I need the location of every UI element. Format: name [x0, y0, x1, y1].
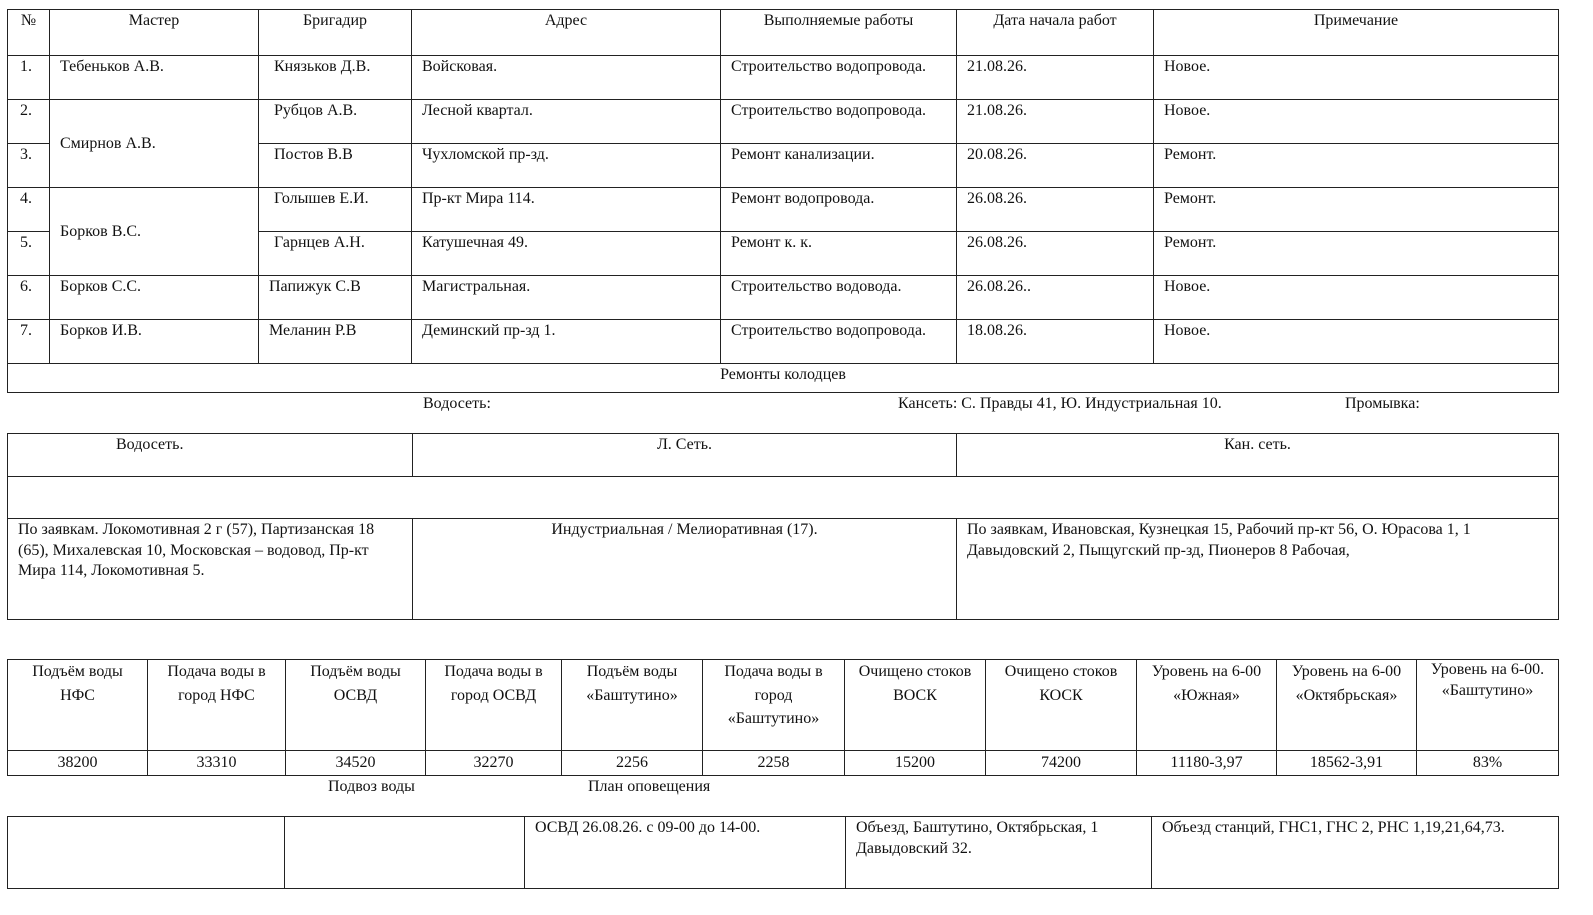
stat-value: 34520	[286, 751, 426, 776]
header-brigadier: Бригадир	[259, 10, 412, 56]
header-address: Адрес	[412, 10, 721, 56]
row-brigadier: Папижук С.В	[259, 276, 412, 320]
stat-value: 32270	[426, 751, 562, 776]
row-date: 21.08.26.	[957, 100, 1154, 144]
row-date: 18.08.26.	[957, 320, 1154, 364]
stat-value: 18562-3,91	[1277, 751, 1417, 776]
stat-header: Подача воды в город НФС	[148, 660, 286, 751]
header-work: Выполняемые работы	[721, 10, 957, 56]
row-date: 26.08.26..	[957, 276, 1154, 320]
table-row	[8, 320, 1559, 364]
row-work: Строительство водовода.	[721, 276, 957, 320]
row-num: 3.	[8, 144, 50, 188]
stat-value: 11180-3,97	[1137, 751, 1277, 776]
row-address: Лесной квартал.	[412, 100, 721, 144]
notice-cell: ОСВД 26.08.26. с 09-00 до 14-00.	[525, 817, 846, 889]
row-address: Войсковая.	[412, 56, 721, 100]
row-work: Строительство водопровода.	[721, 320, 957, 364]
row-work: Строительство водопровода.	[721, 56, 957, 100]
stats-header-row	[8, 660, 1559, 751]
stat-value: 15200	[845, 751, 986, 776]
row-brigadier: Князьков Д.В.	[259, 56, 412, 100]
row-master: Борков В.С.	[50, 188, 259, 276]
row-brigadier: Постов В.В	[259, 144, 412, 188]
header-num: №	[8, 10, 50, 56]
notice-cell: Объезд станций, ГНС1, ГНС 2, РНС 1,19,21,64,73.	[1152, 817, 1559, 889]
networks-content-row	[8, 519, 1559, 620]
row-note: Ремонт.	[1154, 232, 1559, 276]
header-date: Дата начала работ	[957, 10, 1154, 56]
stat-value: 38200	[8, 751, 148, 776]
stat-header: Подача воды в город «Баштутино»	[703, 660, 845, 751]
stat-header: Уровень на 6-00. «Баштутино»	[1417, 660, 1559, 751]
blank-cell	[8, 477, 1559, 519]
notice-cell	[285, 817, 525, 889]
notice-table	[7, 816, 1559, 889]
notice-cell: Объезд, Баштутино, Октябрьская, 1 Давыдовский 32.	[846, 817, 1152, 889]
row-address: Магистральная.	[412, 276, 721, 320]
stat-header: Подъём воды «Баштутино»	[562, 660, 703, 751]
row-num: 7.	[8, 320, 50, 364]
row-brigadier: Голышев Е.И.	[259, 188, 412, 232]
section-title-wells: Ремонты колодцев	[8, 364, 1559, 393]
networks-blank-row	[8, 477, 1559, 519]
row-address: Катушечная 49.	[412, 232, 721, 276]
row-address: Пр-кт Мира 114.	[412, 188, 721, 232]
label-kanset: Кансеть: С. Правды 41, Ю. Индустриальная 10.	[898, 395, 1222, 412]
l-net-requests: Индустриальная / Мелиоративная (17).	[413, 519, 957, 620]
table-row	[8, 100, 1559, 144]
row-master: Смирнов А.В.	[50, 100, 259, 188]
notice-cell	[8, 817, 285, 889]
stat-value: 74200	[986, 751, 1137, 776]
row-address: Чухломской пр-зд.	[412, 144, 721, 188]
row-date: 21.08.26.	[957, 56, 1154, 100]
stat-value: 33310	[148, 751, 286, 776]
table-row	[8, 56, 1559, 100]
row-work: Ремонт канализации.	[721, 144, 957, 188]
row-num: 5.	[8, 232, 50, 276]
row-note: Новое.	[1154, 320, 1559, 364]
row-date: 26.08.26.	[957, 232, 1154, 276]
row-note: Новое.	[1154, 100, 1559, 144]
stat-header: Уровень на 6-00 «Южная»	[1137, 660, 1277, 751]
table-row	[8, 276, 1559, 320]
stats-table	[7, 659, 1559, 776]
row-master: Борков И.В.	[50, 320, 259, 364]
stats-values-row	[8, 751, 1559, 776]
row-note: Новое.	[1154, 276, 1559, 320]
networks-header-row	[8, 434, 1559, 477]
sewer-net-requests: По заявкам, Ивановская, Кузнецкая 15, Рабочий пр-кт 56, О. Юрасова 1, 1 Давыдовский 2, Пыщугский пр-зд, Пионеров 8 Рабочая,	[957, 519, 1559, 620]
stat-header: Очищено стоков ВОСК	[845, 660, 986, 751]
row-num: 4.	[8, 188, 50, 232]
notice-row	[8, 817, 1559, 889]
stat-value: 83%	[1417, 751, 1559, 776]
stat-value: 2258	[703, 751, 845, 776]
works-footer-row	[8, 364, 1559, 393]
row-master: Борков С.С.	[50, 276, 259, 320]
row-brigadier: Рубцов А.В.	[259, 100, 412, 144]
row-num: 1.	[8, 56, 50, 100]
row-date: 26.08.26.	[957, 188, 1154, 232]
works-header-row	[8, 10, 1559, 56]
stat-header: Подъём воды НФС	[8, 660, 148, 751]
header-note: Примечание	[1154, 10, 1559, 56]
stat-header: Подача воды в город ОСВД	[426, 660, 562, 751]
networks-table	[7, 433, 1559, 620]
row-note: Ремонт.	[1154, 144, 1559, 188]
row-brigadier: Гарнцев А.Н.	[259, 232, 412, 276]
label-vodoset: Водосеть:	[423, 395, 491, 412]
row-num: 6.	[8, 276, 50, 320]
header-master: Мастер	[50, 10, 259, 56]
row-master: Тебеньков А.В.	[50, 56, 259, 100]
row-date: 20.08.26.	[957, 144, 1154, 188]
row-work: Ремонт водопровода.	[721, 188, 957, 232]
row-note: Новое.	[1154, 56, 1559, 100]
stat-header: Очищено стоков КОСК	[986, 660, 1137, 751]
stat-header: Уровень на 6-00 «Октябрьская»	[1277, 660, 1417, 751]
label-promyvka: Промывка:	[1345, 395, 1420, 412]
header-water-net: Водосеть.	[8, 434, 413, 477]
label-notification-plan: План оповещения	[588, 778, 711, 795]
row-work: Ремонт к. к.	[721, 232, 957, 276]
stat-header: Подъём воды ОСВД	[286, 660, 426, 751]
works-table	[7, 9, 1559, 393]
header-sewer-net: Кан. сеть.	[957, 434, 1559, 477]
table-row	[8, 188, 1559, 232]
water-net-requests: По заявкам. Локомотивная 2 г (57), Партизанская 18 (65), Михалевская 10, Московская – водовод, Пр-кт Мира 114, Локомотивная 5.	[8, 519, 413, 620]
row-address: Деминский пр-зд 1.	[412, 320, 721, 364]
row-work: Строительство водопровода.	[721, 100, 957, 144]
row-note: Ремонт.	[1154, 188, 1559, 232]
row-num: 2.	[8, 100, 50, 144]
header-l-net: Л. Сеть.	[413, 434, 957, 477]
row-brigadier: Меланин Р.В	[259, 320, 412, 364]
stat-value: 2256	[562, 751, 703, 776]
label-water-delivery: Подвоз воды	[328, 778, 415, 795]
